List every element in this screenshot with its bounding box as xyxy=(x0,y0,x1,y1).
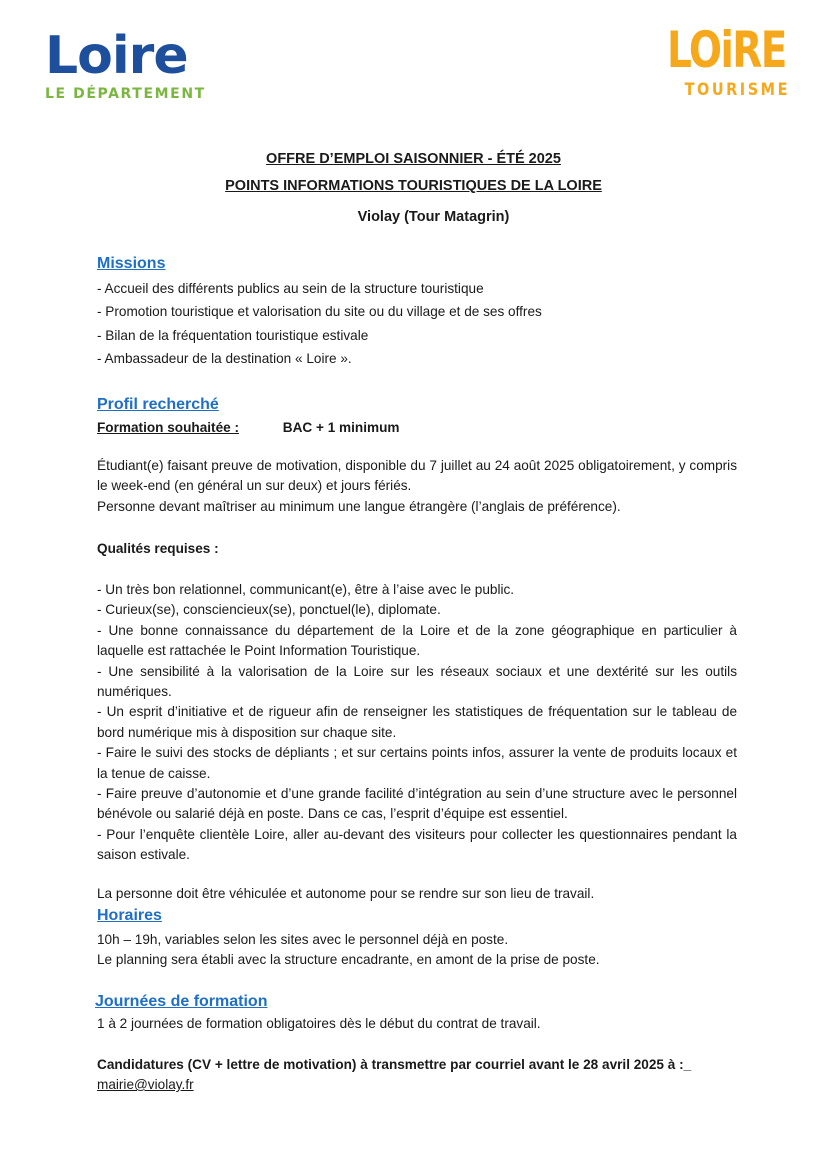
mission-item: - Bilan de la fréquentation touristique estivale xyxy=(97,327,369,343)
formation-text: 1 à 2 journées de formation obligatoires dès le début du contrat de travail. xyxy=(97,1016,541,1031)
candidatures-text: Candidatures (CV + lettre de motivation) à transmettre par courriel avant le 28 avril 2025 à :_ xyxy=(97,1057,692,1072)
horaires-line: 10h – 19h, variables selon les sites avec le personnel déjà en poste. xyxy=(97,932,509,947)
missions-heading: Missions xyxy=(97,255,166,272)
email-link[interactable]: mairie@violay.fr xyxy=(97,1077,194,1092)
mission-item: - Ambassadeur de la destination « Loire ». xyxy=(97,351,352,367)
title-line-1: OFFRE D’EMPLOI SAISONNIER - ÉTÉ 2025 xyxy=(266,151,561,167)
horaires-text xyxy=(97,930,737,971)
horaires-line: Le planning sera établi avec la structure encadrante, en amont de la prise de poste. xyxy=(97,952,600,968)
qualite-item: - Faire le suivi des stocks de dépliants ; et sur certains points infos, assurer la vente de produits locaux et la tenue de caisse. xyxy=(97,745,737,781)
location: Violay (Tour Matagrin) xyxy=(357,209,510,225)
qualite-item: - Pour l’enquête clientèle Loire, aller au-devant des visiteurs pour collecter les questionnaires pendant la saison estivale. xyxy=(97,826,737,863)
qualite-item: - Une bonne connaissance du département de la Loire et de la zone géographique en particulier à laquelle est rattachée le Point Information Touristique. xyxy=(97,622,737,659)
missions-list xyxy=(97,277,737,371)
profil-paragraph xyxy=(97,456,737,517)
logo-sub: LE DÉPARTEMENT xyxy=(45,86,206,102)
formation-heading: Journées de formation xyxy=(95,993,268,1010)
logo-main: Loire xyxy=(45,26,188,86)
mission-item: - Accueil des différents publics au sein de la structure touristique xyxy=(97,281,484,296)
qualite-item: - Curieux(se), consciencieux(se), ponctuel(le), diplomate. xyxy=(97,602,441,618)
logo-main: LOiRE xyxy=(667,21,786,79)
title-line-2: POINTS INFORMATIONS TOURISTIQUES DE LA LOIRE xyxy=(225,178,602,194)
language-text: Personne devant maîtriser au minimum une langue étrangère (l’anglais de préférence). xyxy=(97,498,621,514)
qualites-heading: Qualités requises : xyxy=(97,541,219,556)
formation-value: BAC + 1 minimum xyxy=(282,420,400,435)
logo-sub: TOURISME xyxy=(684,80,791,100)
loire-tourisme-logo xyxy=(667,22,827,100)
mission-item: - Promotion touristique et valorisation du site ou du village et de ses offres xyxy=(97,304,542,320)
vehicule-text: La personne doit être véhiculée et autonome pour se rendre sur son lieu de travail. xyxy=(97,886,595,901)
loire-departement-logo xyxy=(45,26,206,102)
availability-text: Étudiant(e) faisant preuve de motivation, disponible du 7 juillet au 24 août 2025 obligatoirement, y compris le week-end (en général un sur deux) et jours fériés. xyxy=(97,458,737,494)
qualite-item: - Un esprit d’initiative et de rigueur afin de renseigner les statistiques de fréquentation sur le tableau de bord numérique mis à disposition sur chaque site. xyxy=(97,704,737,740)
profil-heading: Profil recherché xyxy=(97,396,219,413)
qualite-item: - Faire preuve d’autonomie et d’une grande facilité d’intégration au sein d’une structure avec le personnel bénévole ou salarié déjà en poste. Dans ce cas, l’esprit d’équipe est essentiel. xyxy=(97,786,737,822)
qualite-item: - Une sensibilité à la valorisation de la Loire sur les réseaux sociaux et une dextérité sur les outils numériques. xyxy=(97,663,737,700)
qualite-item: - Un très bon relationnel, communicant(e), être à l’aise avec le public. xyxy=(97,582,515,597)
formation-label: Formation souhaitée : xyxy=(97,420,239,435)
horaires-heading: Horaires xyxy=(97,907,162,924)
formation-requirement xyxy=(97,420,399,435)
qualites-list xyxy=(97,580,737,866)
